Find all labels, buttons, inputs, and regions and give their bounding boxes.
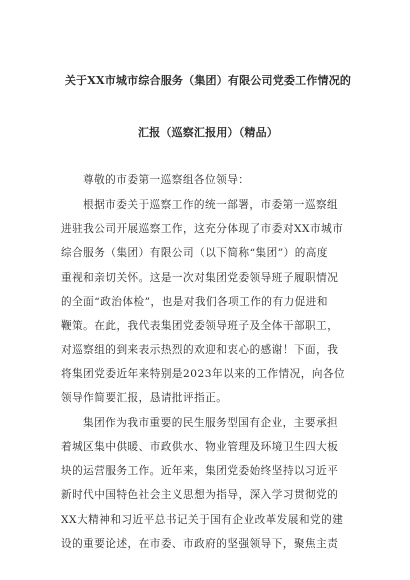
- body-line: 着城区集中供暖、市政供水、物业管理及环境卫生四大板: [61, 441, 339, 453]
- body-line: 鞭策。在此，我代表集团党委领导班子及全体干部职工，: [61, 320, 339, 332]
- salutation: 尊敬的市委第一巡察组各位领导：: [83, 174, 250, 186]
- body-line: 集团作为我市重要的民生服务型国有企业，主要承担: [83, 417, 339, 429]
- body-line: 将集团党委近年来特别是2023年以来的工作情况，向各位: [61, 368, 346, 380]
- body-line: 对巡察组的到来表示热烈的欢迎和衷心的感谢！下面，我: [61, 344, 339, 356]
- body-line: 重视和亲切关怀。这是一次对集团党委领导班子履职情况: [61, 272, 339, 284]
- document-title-line-1: 关于XX市城市综合服务（集团）有限公司党委工作情况的: [64, 74, 352, 87]
- body-line: 设的重要论述，在市委、市政府的坚强领导下，聚焦主责: [61, 538, 339, 550]
- body-line: 领导作简要汇报，恳请批评指正。: [61, 392, 228, 404]
- body-line: 根据市委关于巡察工作的统一部署，市委第一巡察组: [83, 199, 339, 211]
- body-line: 的全面“政治体检”，也是对我们各项工作的有力促进和: [61, 296, 328, 308]
- body-line: 新时代中国特色社会主义思想为指导，深入学习贯彻党的: [61, 489, 339, 501]
- body-line: 块的运营服务工作。近年来，集团党委始终坚持以习近平: [61, 465, 339, 477]
- body-line: 进驻我公司开展巡察工作，这充分体现了市委对XX市城市: [61, 223, 344, 235]
- body-line: XX大精神和习近平总书记关于国有企业改革发展和党的建: [61, 514, 344, 526]
- body-line: 综合服务（集团）有限公司（以下简称“集团”）的高度: [61, 247, 328, 259]
- document-title-line-2: 汇报（巡察汇报用）（精品）: [137, 126, 279, 139]
